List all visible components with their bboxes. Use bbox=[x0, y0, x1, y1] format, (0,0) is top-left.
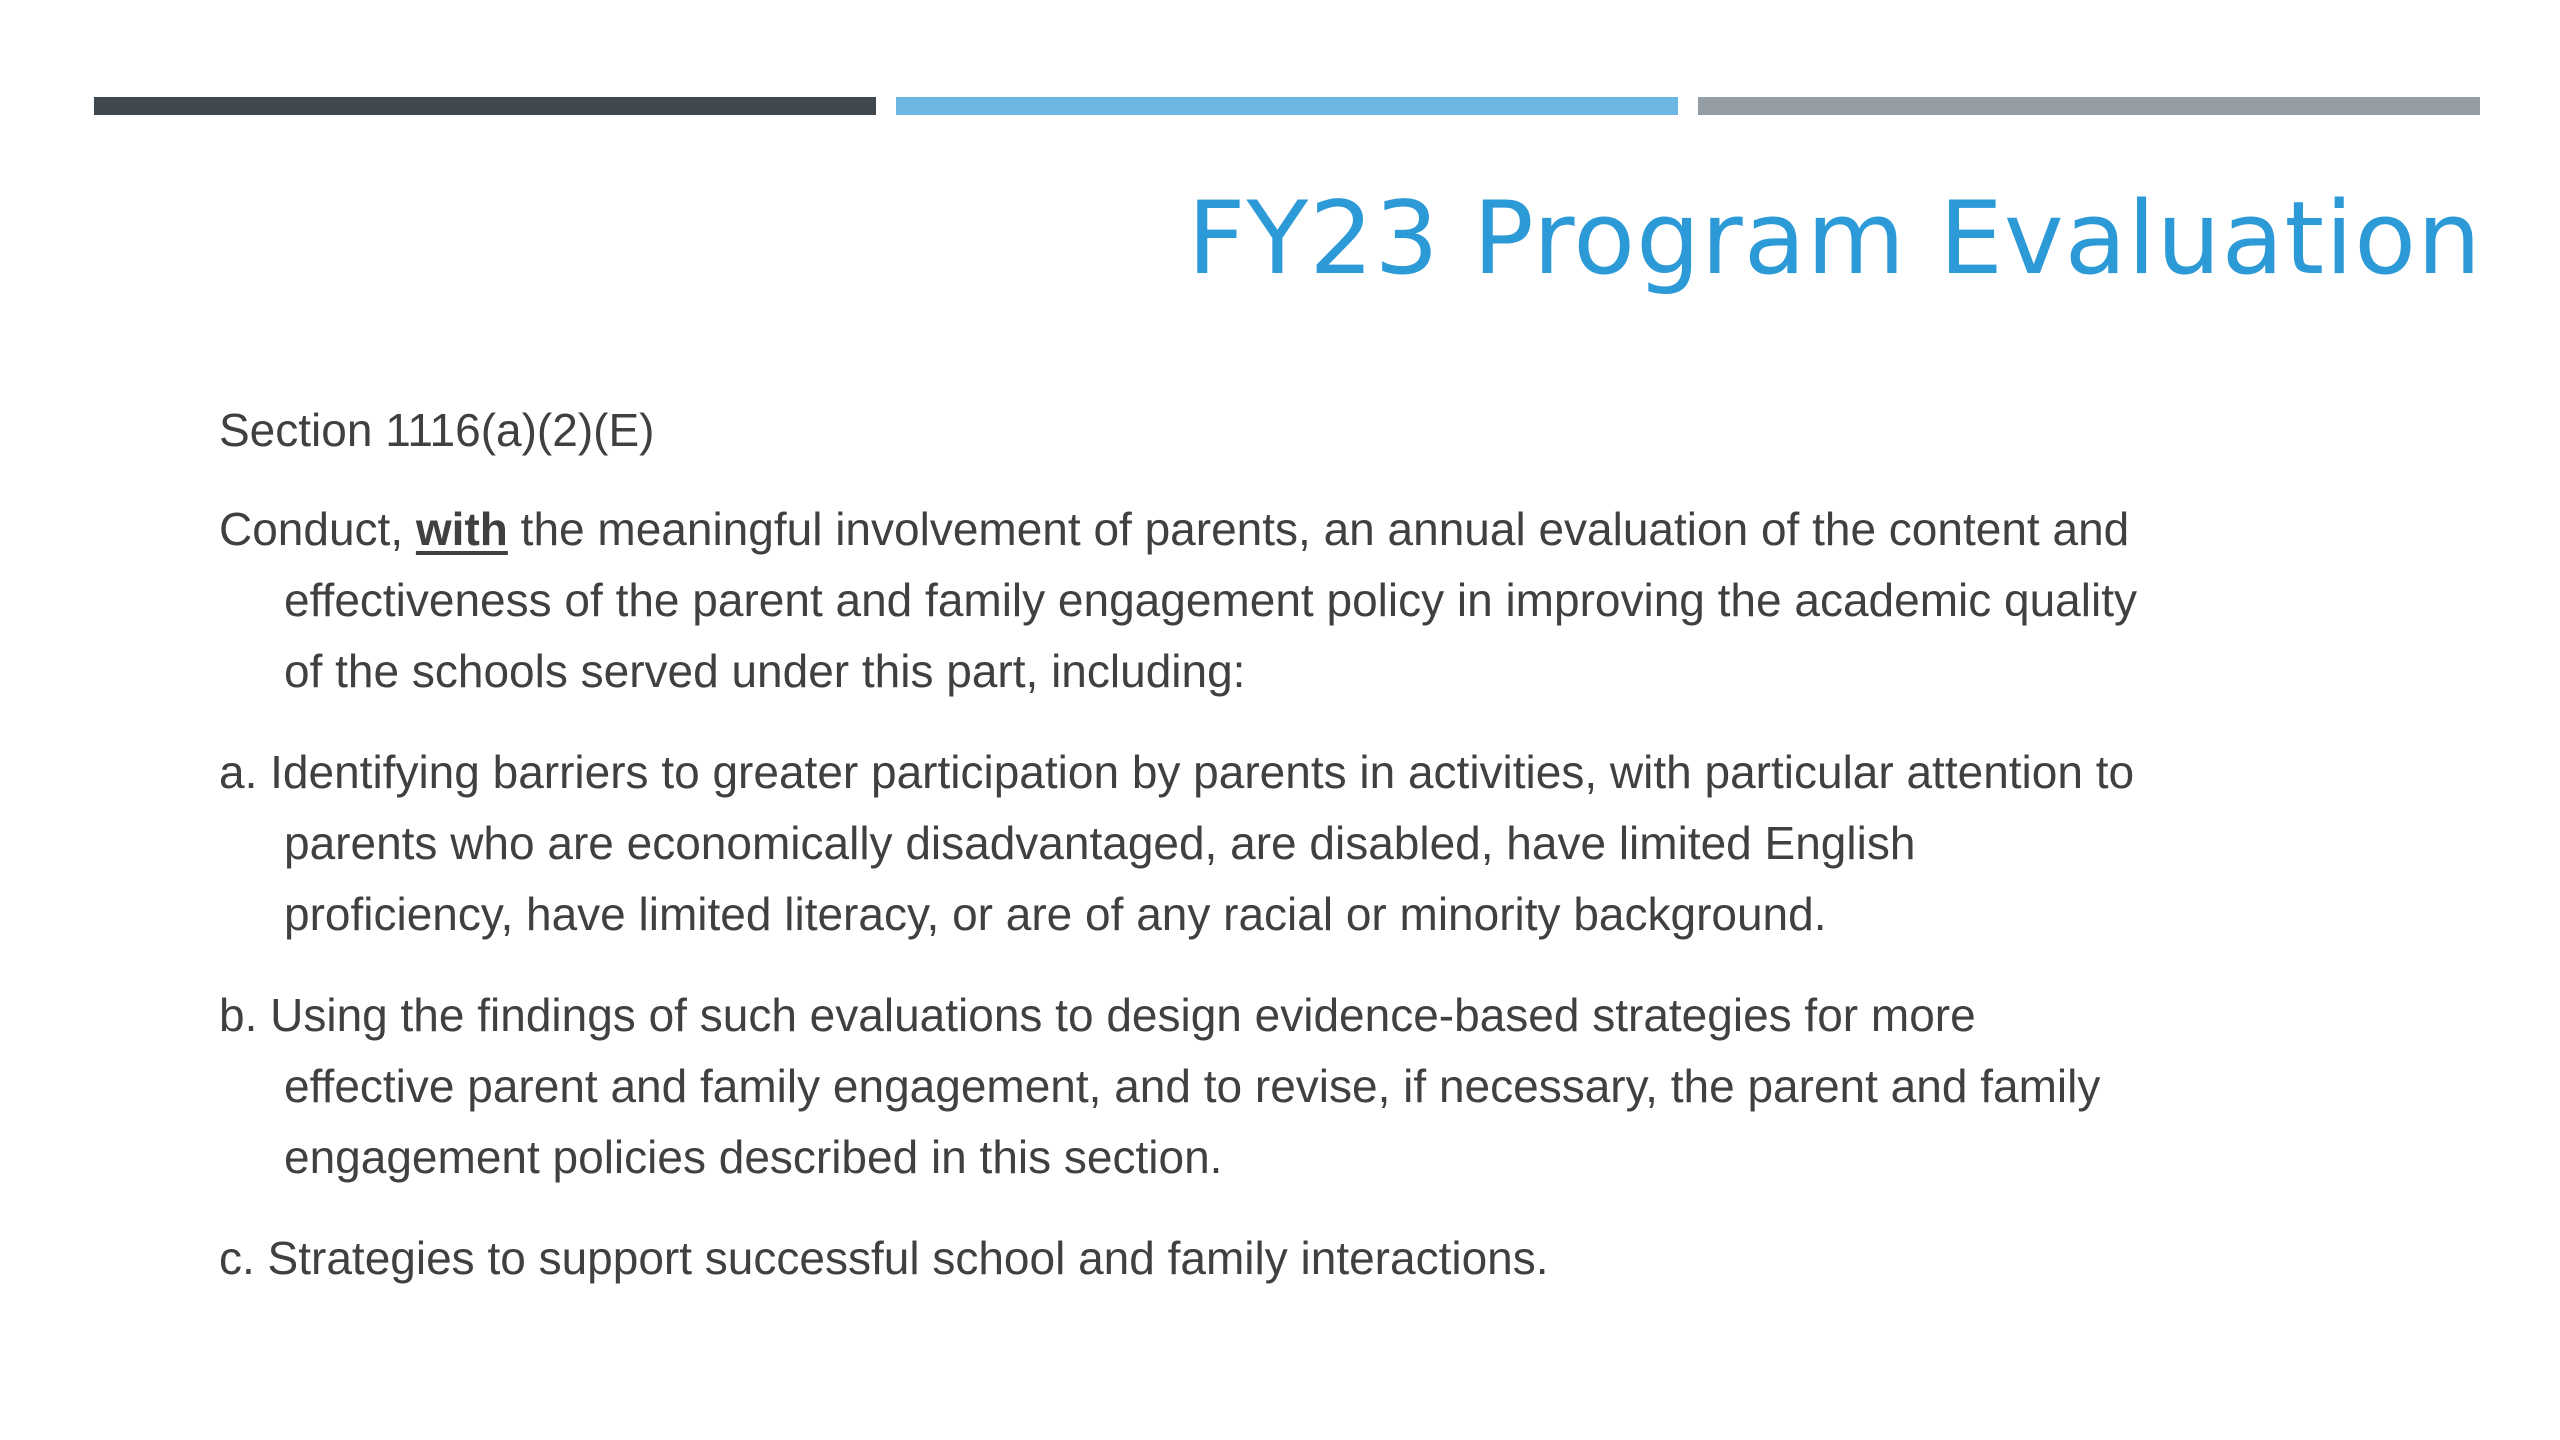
slide-title: FY23 Program Evaluation bbox=[1187, 179, 2482, 297]
list-item-b: b. Using the findings of such evaluations to design evidence-based strategies for more effective parent and family engagement, and to revise, if necessary, the parent and family engagement policies described in this section. bbox=[219, 989, 2101, 1183]
emphasis-with: with bbox=[415, 503, 508, 555]
header-bar-gray bbox=[1698, 97, 2480, 115]
list-item-a: a. Identifying barriers to greater participation by parents in activities, with particular attention to parents who are economically disadvantaged, are disabled, have limited English proficiency, have limited literacy, or are of any racial or minority background. bbox=[219, 746, 2135, 940]
intro-paragraph bbox=[219, 494, 2149, 707]
intro-text-end: the meaningful involvement of parents, an annual evaluation of the content and effectiveness of the parent and family engagement policy in improving the academic quality of the schools served under this part, including: bbox=[284, 503, 2137, 697]
slide-body bbox=[219, 395, 2149, 1324]
intro-text-start: Conduct, bbox=[219, 503, 416, 555]
header-bar-dark bbox=[94, 97, 876, 115]
section-reference: Section 1116(a)(2)(E) bbox=[219, 404, 655, 456]
header-bar-blue bbox=[896, 97, 1678, 115]
list-item-c: c. Strategies to support successful school and family interactions. bbox=[219, 1232, 1549, 1284]
